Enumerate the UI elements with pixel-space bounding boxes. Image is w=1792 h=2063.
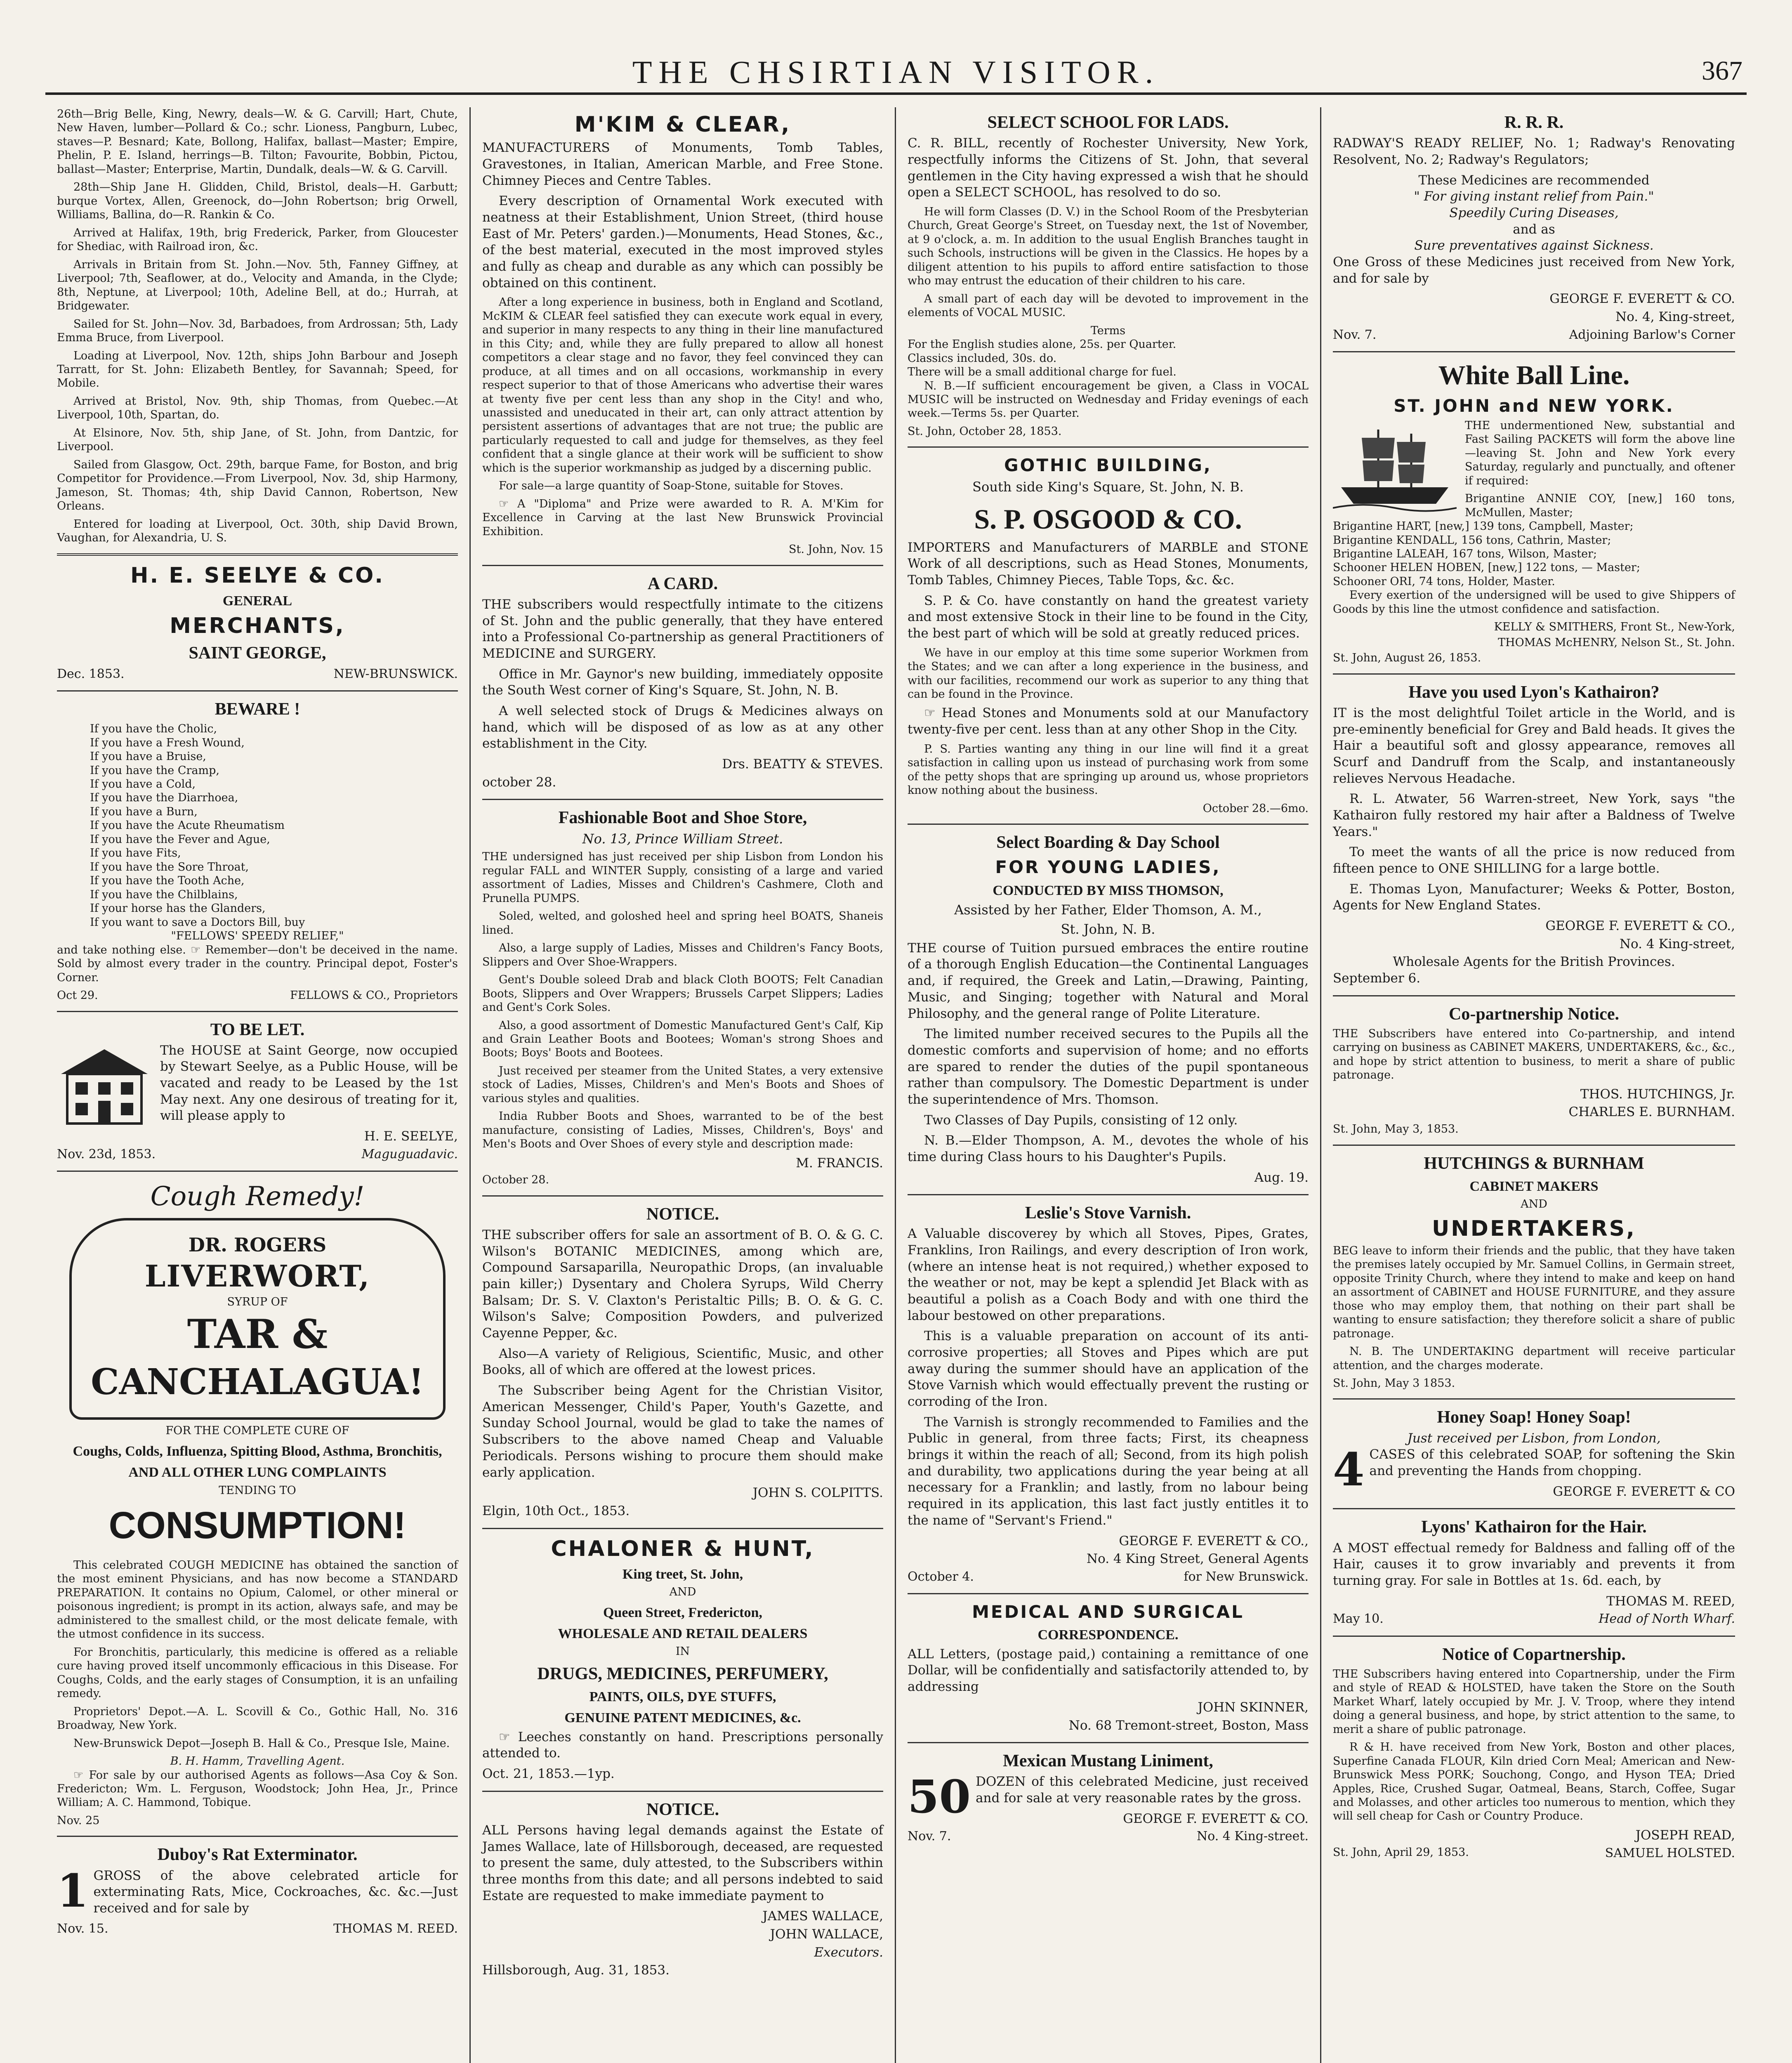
chaloner-addr: King treet, St. John, — [622, 1566, 743, 1582]
lyonshair-place: Head of North Wharf. — [1599, 1612, 1735, 1626]
notice2-sig: JAMES WALLACE, — [762, 1909, 883, 1924]
divider — [908, 1194, 1309, 1195]
divider — [482, 1528, 883, 1529]
honey-sig: GEORGE F. EVERETT & CO — [1553, 1484, 1735, 1499]
medical-title: CORRESPONDENCE. — [1037, 1627, 1179, 1643]
card-date: october 28. — [482, 774, 556, 790]
ladies-place: St. John, N. B. — [1061, 921, 1155, 937]
to-let-ad — [57, 1020, 458, 1163]
rrr-line: and as — [1513, 222, 1555, 237]
shipping-para: Arrived at Bristol, Nov. 9th, ship Thomas, from Quebec.—At Liverpool, 10th, Spartan, do. — [57, 394, 458, 422]
school-body: C. R. BILL, recently of Rochester University, New York, respectfully informs the Citizens of St. John, that several gentlemen in the City having expressed a wish that he should open a SELECT SCHOOL, has resolved to do so. — [908, 136, 1309, 200]
duboy-sig: THOMAS M. REED. — [333, 1921, 458, 1936]
divider — [482, 565, 883, 566]
shipping-para: Arrived at Halifax, 19th, brig Frederick, Parker, from Gloucester for Shediac, with Railroad iron, &c. — [57, 226, 458, 253]
white-ball-title: White Ball Line. — [1438, 360, 1630, 390]
school-term: There will be a small additional charge for fuel. — [908, 366, 1177, 379]
cough-for-cure: FOR THE COMPLETE CURE OF — [165, 1424, 349, 1437]
rrr-sig: Adjoining Barlow's Corner — [1569, 327, 1735, 342]
school-term: Classics included, 30s. do. — [908, 352, 1057, 365]
chaloner-and: AND — [669, 1586, 696, 1599]
chaloner-body: ☞ Leeches constantly on hand. Prescriptions personally attended to. — [482, 1729, 883, 1761]
to-let-place: Maguguadavic. — [361, 1147, 458, 1161]
copartnership-1-ad — [1333, 1005, 1735, 1136]
badge-syrup: SYRUP OF — [227, 1296, 288, 1309]
mustang-addr: No. 4 King-street. — [1196, 1829, 1309, 1844]
beware-date: Oct 29. — [57, 989, 98, 1002]
divider — [1333, 1145, 1735, 1146]
copart1-title: Co-partnership Notice. — [1449, 1004, 1619, 1024]
notice2-date: Hillsborough, Aug. 31, 1853. — [482, 1963, 670, 1978]
lyons-title: Have you used Lyon's Kathairon? — [1408, 682, 1660, 702]
list-item: Brigantine ANNIE COY, [new,] 160 tons, McMullen, Master; — [1465, 492, 1735, 519]
mustang-title: Mexican Mustang Liniment, — [1003, 1751, 1213, 1771]
card-title: A CARD. — [647, 574, 718, 593]
duboy-title: Duboy's Rat Exterminator. — [157, 1845, 358, 1865]
lyons-sig: No. 4 King-street, — [1619, 936, 1735, 951]
chaloner-goods: PAINTS, OILS, DYE STUFFS, — [589, 1689, 776, 1704]
school-ad — [908, 113, 1309, 438]
osgood-name: S. P. OSGOOD & CO. — [974, 503, 1242, 535]
copart2-sig: SAMUEL HOLSTED. — [1605, 1846, 1735, 1860]
cough-nb-depot: New-Brunswick Depot—Joseph B. Hall & Co., Presque Isle, Maine. — [73, 1737, 450, 1750]
white-ball-sub: ST. JOHN and NEW YORK. — [1394, 395, 1674, 416]
seelye-date: Dec. 1853. — [57, 666, 125, 681]
list-item: Brigantine KENDALL, 156 tons, Cathrin, Master; — [1333, 533, 1611, 547]
mustang-date: Nov. 7. — [908, 1829, 951, 1844]
chaloner-addr: Queen Street, Fredericton, — [603, 1605, 762, 1620]
osgood-date: October 28.—6mo. — [1203, 802, 1309, 815]
notice1-body: Also—A variety of Religious, Scientific, Music, and other Books, all of which are offered at the lowest prices. — [482, 1346, 883, 1378]
to-let-footer — [57, 1147, 458, 1162]
divider — [908, 824, 1309, 825]
medical-addr: No. 68 Tremont-street, Boston, Mass — [1068, 1718, 1309, 1733]
notice2-title: NOTICE. — [646, 1800, 719, 1819]
divider — [57, 690, 458, 692]
lyons-date: September 6. — [1333, 970, 1421, 986]
cough-agent: B. H. Hamm, Travelling Agent. — [170, 1755, 345, 1768]
boot-date: October 28. — [482, 1173, 549, 1187]
divider — [482, 1195, 883, 1197]
duboy-footer — [57, 1921, 458, 1937]
school-date: St. John, October 28, 1853. — [908, 425, 1062, 438]
cough-remedy-ad — [57, 1180, 458, 1550]
notice1-sig: JOHN S. COLPITTS. — [752, 1485, 883, 1501]
copart2-date: St. John, April 29, 1853. — [1333, 1846, 1469, 1859]
cough-bronchitis: For Bronchitis, particularly, this medicine is offered as a reliable cure having proved itself uncommonly efficacious in this Disease. For Coughs, Colds, and the early stages of Consumption, it is an unfailing remedy. — [57, 1645, 458, 1700]
badge-line: LIVERWORT, — [144, 1258, 370, 1294]
copart2-title: Notice of Copartnership. — [1442, 1645, 1626, 1664]
list-item: If you have the Cholic, — [90, 722, 217, 736]
badge-line: DR. ROGERS — [188, 1234, 327, 1256]
badge-line: CANCHALAGUA! — [91, 1361, 424, 1403]
shipping-para: Entered for loading at Liverpool, Oct. 30th, ship David Brown, Vaughan, for Alexandria, U. S. — [57, 517, 458, 545]
notice2-ad — [482, 1800, 883, 1979]
cough-badge — [69, 1218, 446, 1420]
ladies-assist: Assisted by her Father, Elder Thomson, A. M., — [954, 902, 1262, 918]
copart2-sig: JOSEPH READ, — [1635, 1827, 1735, 1843]
divider — [1333, 1398, 1735, 1400]
masthead — [45, 50, 1747, 95]
shipping-para: 28th—Ship Jane H. Glidden, Child, Bristol, deals—H. Garbutt; burque Vortex, Allen, Greenock, do—John Robertson; brig Orwell, Williams, Ballina, do—R. Rankin & Co. — [57, 181, 458, 222]
beware-product: "FELLOWS' SPEEDY RELIEF," — [171, 930, 344, 943]
copart2-footer — [1333, 1846, 1735, 1861]
white-ball-sig: THOMAS McHENRY, Nelson St., St. John. — [1498, 636, 1735, 649]
rrr-ad — [1333, 113, 1735, 343]
chaloner-goods: DRUGS, MEDICINES, PERFUMERY, — [537, 1664, 828, 1683]
ladies-title: FOR YOUNG LADIES, — [995, 857, 1221, 878]
mckim-date: St. John, Nov. 15 — [789, 543, 883, 556]
osgood-body: IMPORTERS and Manufacturers of MARBLE and STONE Work of all descriptions, such as Head Stones, Monuments, Tomb Tables, Chimney Pieces, Table Tops, &c. &c. — [908, 540, 1309, 588]
hutchings-title: HUTCHINGS & BURNHAM — [1424, 1154, 1644, 1173]
divider — [1333, 1508, 1735, 1509]
mustang-body: DOZEN of this celebrated Medicine, just received and for sale at very reasonable rates by the gross. — [976, 1774, 1309, 1806]
list-item: Schooner ORI, 74 tons, Holder, Master. — [1333, 575, 1555, 588]
hutchings-ad — [1333, 1154, 1735, 1390]
rrr-line: These Medicines are recommended — [1418, 172, 1650, 188]
badge-line: TAR & — [187, 1310, 328, 1357]
seelye-merchants: MERCHANTS, — [170, 614, 345, 639]
shipping-para: Loading at Liverpool, Nov. 12th, ships John Barbour and Joseph Tarratt, for St. John: Elizabeth Bentley, for Savannah; Speed, for Mobile. — [57, 349, 458, 390]
leslie-sig: for New Brunswick. — [1184, 1569, 1309, 1584]
copart2-body: THE Subscribers having entered into Copartnership, under the Firm and style of READ & HOLSTED, have taken the Store on the South Market Wharf, lately occupied by Mr. J. V. Troop, where they intend doing a general business, and hope, by strict attention to the same, to merit a share of public patronage. — [1333, 1667, 1735, 1736]
boot-body: Also, a good assortment of Domestic Manufactured Gent's Calf, Kip and Grain Leather Boots and Bootees; Woman's strong Shoes and Boots; Boys' Boots and Bootees. — [482, 1019, 883, 1060]
seelye-general: GENERAL — [222, 593, 292, 609]
card-body: THE subscribers would respectfully intimate to the citizens of St. John and the public generally, that they have entered into a Professional Co-partnership as general Practitioners of MEDICINE and SURGERY. — [482, 597, 883, 661]
copart1-sig: THOS. HUTCHINGS, Jr. — [1580, 1086, 1735, 1102]
boot-ad — [482, 808, 883, 1187]
school-title: SELECT SCHOOL FOR LADS. — [987, 113, 1229, 132]
ladies-body: The limited number received secures to the Pupils all the domestic comforts and supervision of home; and no efforts are spared to render the duties of the pupil spontaneous rather than compulsory. The Domestic Department is under the superintendence of Mrs. Thomson. — [908, 1027, 1309, 1107]
seelye-place: SAINT GEORGE, — [189, 644, 326, 663]
divider — [908, 1593, 1309, 1594]
column-3 — [896, 107, 1321, 2063]
honey-cap: 4 — [1333, 1443, 1365, 1497]
osgood-body: ☞ Head Stones and Monuments sold at our Manufactory twenty-five per cent. less than at any other Shop in the City. — [908, 706, 1309, 737]
divider — [482, 799, 883, 800]
duboy-cap: 1 — [57, 1864, 89, 1917]
ladies-school-ad — [908, 833, 1309, 1186]
osgood-ad — [908, 456, 1309, 815]
copart1-body: THE Subscribers have entered into Co-partnership, and intend carrying on business as CABINET MAKERS, UNDERTAKERS, &c., &c., and hope by strict attention to business, to merit a share of public patronage. — [1333, 1027, 1735, 1082]
school-term: For the English studies alone, 25s. per Quarter. — [908, 338, 1177, 351]
to-let-body: The HOUSE at Saint George, now occupied by Stewart Seelye, as a Public House, will be vacated and ready to be Leased by the 1st May next. Any one desirous of treating for it, will please apply to — [160, 1043, 458, 1124]
chaloner-goods: GENUINE PATENT MEDICINES, &c. — [564, 1710, 801, 1726]
lyonshair-body: A MOST effectual remedy for Baldness and falling off of the Hair, causes it to grow invariably and prevents it from turning gray. For sale in Bottles at 1s. 6d. each, by — [1333, 1540, 1735, 1588]
shipping-para: 26th—Brig Belle, King, Newry, deals—W. & G. Carvill; Hart, Chute, New Haven, lumber—Pollard & Co.; schr. Lioness, Pangburn, Lubec, staves—P. Besnard; Kate, Bollong, Halifax, ballast—Master; Empire, Phelin, P. E. Island, herrings—B. Tilton; Favourite, Bobbin, Pictou, ballast—Master; Enterprise, Martin, Dundalk, deals—W. & G. Carvill. — [57, 108, 458, 176]
divider — [482, 1791, 883, 1792]
list-item: If you have a Fresh Wound, — [90, 736, 245, 749]
osgood-gothic: GOTHIC BUILDING, — [1004, 455, 1212, 476]
mustang-sig: GEORGE F. EVERETT & CO. — [1123, 1811, 1309, 1826]
school-body: He will form Classes (D. V.) in the School Room of the Presbyterian Church, Great George's Street, on Tuesday next, the 1st of November, at 9 o'clock, a. m. In addition to the usual English Branches taught in such Schools, instructions will be given in the Classics. He hopes by a diligent attention to his pupils to afford entire satisfaction to those who may entrust the education of their children to his care. — [908, 205, 1309, 288]
columns — [45, 107, 1747, 2063]
cough-script-title: Cough Remedy! — [150, 1181, 365, 1212]
ladies-nb: N. B.—Elder Thompson, A. M., devotes the whole of his time during Class hours to his Daughter's Pupils. — [908, 1133, 1309, 1164]
cough-proprietors: Proprietors' Depot.—A. L. Scovill & Co., Gothic Hall, No. 316 Broadway, New York. — [57, 1705, 458, 1732]
white-ball-date: St. John, August 26, 1853. — [1333, 651, 1481, 665]
notice1-ad — [482, 1205, 883, 1520]
list-item: If you have the Acute Rheumatism — [90, 819, 285, 832]
lyons-body: E. Thomas Lyon, Manufacturer; Weeks & Potter, Boston, Agents for New England States. — [1333, 881, 1735, 913]
cough-and-lung: AND ALL OTHER LUNG COMPLAINTS — [128, 1465, 387, 1480]
mckim-title: M'KIM & CLEAR, — [574, 112, 791, 137]
notice1-title: NOTICE. — [646, 1204, 719, 1224]
list-item: If you have the Chilblains, — [90, 888, 238, 901]
white-ball-body: THE undermentioned New, substantial and Fast Sailing PACKETS will form the above line—leaving St. John and New York every Saturday, regularly and punctually, and oftener if required: — [1465, 419, 1735, 487]
lyonshair-title: Lyons' Kathairon for the Hair. — [1421, 1518, 1647, 1537]
lyons-hair-ad — [1333, 1518, 1735, 1627]
duboy-date: Nov. 15. — [57, 1921, 108, 1936]
mckim-body: MANUFACTURERS of Monuments, Tomb Tables, Gravestones, in Italian, American Marble, and Free Stone. Chimney Pieces and Centre Tables. — [482, 140, 883, 188]
leslie-ad — [908, 1204, 1309, 1585]
duboy-body: GROSS of the above celebrated article for exterminating Rats, Mice, Cockroaches, &c. &c.—Just received and for sale by — [93, 1868, 458, 1916]
osgood-body: P. S. Parties wanting any thing in our line will find it a great satisfaction in calling upon us instead of purchasing work from some of the petty shops that are springing up around us, whose proprietors know nothing about the business. — [908, 742, 1309, 797]
cough-ailments: Coughs, Colds, Influenza, Spitting Blood, Asthma, Bronchitis, — [73, 1443, 442, 1459]
school-terms: Terms — [1090, 324, 1126, 337]
beware-sig: FELLOWS & CO., Proprietors — [290, 989, 458, 1002]
beware-footer — [57, 989, 458, 1002]
column-4 — [1321, 107, 1747, 2063]
mckim-ad — [482, 113, 883, 557]
copart1-date: St. John, May 3, 1853. — [1333, 1123, 1459, 1136]
divider — [1333, 995, 1735, 996]
ladies-body: THE course of Tuition pursued embraces the entire routine of a thorough English Education—the Continental Languages and, if required, the Greek and Latin,—Drawing, Painting, Music, and Singing; together with Natural and Moral Philosophy, and the general range of Polite Literature. — [908, 940, 1309, 1021]
divider — [908, 446, 1309, 448]
rrr-line: " For giving instant relief from Pain." — [1414, 189, 1654, 204]
rrr-line: Sure preventatives against Sickness. — [1414, 238, 1654, 253]
rrr-footer — [1333, 327, 1735, 343]
ladies-body: Two Classes of Day Pupils, consisting of 12 only. — [924, 1112, 1238, 1128]
seelye-footer — [57, 666, 458, 682]
shipping-para: Arrivals in Britain from St. John.—Nov. 5th, Fanney Giffney, at Liverpool; 7th, Seaflower, at do., Velocity and Amanda, in the Clyde; 8th, Neptune, at Liverpool; 10th, Adeline Bell, at do.; Hurrah, at Bridgewater. — [57, 258, 458, 313]
medical-body: ALL Letters, (postage paid,) containing a remittance of one Dollar, will be confidentially and satisfactorily attended to, by addressing — [908, 1646, 1309, 1695]
mustang-footer — [908, 1829, 1309, 1844]
list-item: Brigantine HART, [new,] 139 tons, Campbell, Master; — [1333, 520, 1634, 533]
cough-tending: TENDING TO — [219, 1484, 296, 1497]
osgood-body: We have in our employ at this time some superior Workmen from the States; and we can after a long experience in the business, and with our facilities, recommend our work as superior to any thing that can be found in the Province. — [908, 646, 1309, 701]
boot-body: Gent's Double soleed Drab and black Cloth BOOTS; Felt Canadian Boots, Slippers and Over Wrappers; Brussels Carpet Slippers; Ladies and Gent's Cork Soles. — [482, 973, 883, 1014]
rrr-body: RADWAY'S READY RELIEF, No. 1; Radway's Renovating Resolvent, No. 2; Radway's Regulators; — [1333, 136, 1735, 167]
to-let-sig: H. E. SEELYE, — [364, 1129, 458, 1144]
notice1-date: Elgin, 10th Oct., 1853. — [482, 1503, 630, 1518]
hutchings-date: St. John, May 3 1853. — [1333, 1376, 1455, 1390]
mckim-body: For sale—a large quantity of Soap-Stone, suitable for Stoves. — [499, 479, 844, 493]
divider — [57, 1836, 458, 1837]
rrr-line: Speedily Curing Diseases, — [1449, 205, 1619, 220]
leslie-body: A Valuable discoverey by which all Stoves, Pipes, Grates, Franklins, Iron Railings, and every description of Iron work, (where an intense heat is not required,) whether exposed to the weather or not, may be kept a splendid Jet Black with as beautiful a polish as a Coach Body and with one third the labour bestowed on other preparations. — [908, 1226, 1309, 1323]
hutchings-body: N. B. The UNDERTAKING department will receive particular attention, and the charges moderate. — [1333, 1345, 1735, 1372]
copart1-sig: CHARLES E. BURNHAM. — [1568, 1105, 1735, 1120]
divider — [1333, 673, 1735, 675]
lyonshair-date: May 10. — [1333, 1612, 1384, 1626]
divider — [57, 553, 458, 556]
school-nb: N. B.—If sufficient encouragement be given, a Class in VOCAL MUSIC will be instructed on Wednesday and Friday evenings of each week.—Terms 5s. per Quarter. — [908, 379, 1309, 420]
cough-sale: ☞ For sale by our authorised Agents as follows—Asa Coy & Son. Fredericton; Wm. L. Ferguson, Woodstock; John Hea, Jr., Prince William; A. C. Hammond, Tobique. — [57, 1768, 458, 1809]
honey-body: Just received per Lisbon, from London, — [1407, 1430, 1661, 1446]
boot-title: Fashionable Boot and Shoe Store, — [558, 808, 807, 828]
rrr-date: Nov. 7. — [1333, 327, 1377, 342]
divider — [57, 1011, 458, 1012]
chaloner-wholesale: WHOLESALE AND RETAIL DEALERS — [558, 1626, 808, 1641]
chaloner-in: IN — [675, 1645, 690, 1658]
cough-consumption: CONSUMPTION! — [108, 1504, 406, 1547]
card-ad — [482, 574, 883, 791]
list-item: If you have the Sore Throat, — [90, 860, 249, 873]
shipping-news — [57, 107, 458, 545]
mckim-body: Every description of Ornamental Work executed with neatness at their Establishment, Union Street, (third house East of Mr. Peters' garden.)—Monuments, Head Stones, &c., of the best material, executed in the most improved styles and fully as cheap and durable as any which can possibly be obtained on this continent. — [482, 194, 883, 290]
shipping-para: Sailed from Glasgow, Oct. 29th, barque Fame, for Boston, and brig Competitor for Providence.—From Liverpool, Nov. 3d, ship Harmony, Jameson, St. Thomas; 4th, ship David Cannon, Robertson, New Orleans. — [57, 458, 458, 513]
medical-ad — [908, 1603, 1309, 1734]
notice1-body: The Subscriber being Agent for the Christian Visitor, American Messenger, Child's Paper, Youth's Gazette, and Sunday School Journal, would be glad to take the names of Subscribers to the above named Cheap and Valuable Periodicals. Persons wishing to procure them should make early application. — [482, 1383, 883, 1480]
seelye-name: H. E. SEELYE & CO. — [130, 563, 384, 588]
list-item: If you have the Cramp, — [90, 764, 219, 777]
list-item: If you have a Cold, — [90, 778, 196, 791]
ladies-cond: CONDUCTED BY MISS THOMSON, — [993, 883, 1224, 898]
hutchings-und: UNDERTAKERS, — [1432, 1216, 1636, 1241]
seelye-ad — [57, 564, 458, 682]
lyonshair-sig: THOMAS M. REED, — [1606, 1593, 1735, 1609]
school-body: A small part of each day will be devoted to improvement in the elements of VOCAL MUSIC. — [908, 292, 1309, 319]
rrr-title: R. R. R. — [1504, 113, 1564, 132]
lyons-ad — [1333, 683, 1735, 987]
copartnership-2-ad — [1333, 1645, 1735, 1861]
boot-body: Soled, welted, and goloshed heel and spring heel BOATS, Shaneis lined. — [482, 910, 883, 937]
newspaper-title: THE CHSIRTIAN VISITOR. — [632, 54, 1160, 90]
lyons-body: IT is the most delightful Toilet article in the World, and is pre-eminently beneficial for Grey and Bald heads. It gives the Hair a beautiful soft and glossy appearance, removes all Scurf and Dandruff from the Scalp, and instantaneously relieves Nervous Headache. — [1333, 705, 1735, 786]
lyons-body: R. L. Atwater, 56 Warren-street, New York, says "the Kathairon fully restored my hair after a Baldness of Twelve Years." — [1333, 791, 1735, 839]
card-body: Office in Mr. Gaynor's new building, immediately opposite the South West corner of King's Square, St. John, N. B. — [482, 666, 883, 698]
shipping-para: Sailed for St. John—Nov. 3d, Barbadoes, from Ardrossan; 5th, Lady Emma Bruce, from Liverpool. — [57, 317, 458, 345]
beware-ad — [57, 700, 458, 1003]
leslie-sig: No. 4 King Street, General Agents — [1086, 1551, 1309, 1567]
boot-sig: M. FRANCIS. — [796, 1155, 883, 1171]
divider — [1333, 1636, 1735, 1637]
list-item: Brigantine LALEAH, 167 tons, Wilson, Master; — [1333, 547, 1597, 560]
leslie-date: October 4. — [908, 1569, 974, 1584]
medical-sig: JOHN SKINNER, — [1198, 1699, 1309, 1715]
boot-sub: No. 13, Prince William Street. — [582, 831, 783, 847]
white-ball-sig: KELLY & SMITHERS, Front St., New-York, — [1494, 621, 1735, 634]
column-2 — [471, 107, 896, 2063]
boot-body: Also, a large supply of Ladies, Misses and Children's Fancy Boots, Slippers and Over Shoe-Wrappers. — [482, 942, 883, 968]
lyons-wholesale: Wholesale Agents for the British Provinces. — [1393, 954, 1675, 970]
duboy-ad — [57, 1845, 458, 1937]
card-body: A well selected stock of Drugs & Medicines always on hand, which will be disposed of as low as at any other establishment in the City. — [482, 703, 883, 751]
boot-body: India Rubber Boots and Shoes, warranted to be of the best manufacture, consisting of Ladies, Misses, Children's, Boys' and Men's Boots and Over Shoes of every style and description made: — [482, 1110, 883, 1151]
lyons-sig: GEORGE F. EVERETT & CO., — [1545, 918, 1735, 933]
leslie-title: Leslie's Stove Varnish. — [1025, 1204, 1191, 1223]
mckim-body: ☞ A "Diploma" and Prize were awarded to R. A. M'Kim for Excellence in Carving at the last New Brunswick Provincial Exhibition. — [482, 497, 883, 538]
leslie-footer — [908, 1569, 1309, 1585]
ladies-title: Select Boarding & Day School — [996, 833, 1220, 852]
mustang-cap: 50 — [908, 1770, 971, 1824]
list-item: If you want to save a Doctors Bill, buy — [90, 916, 305, 929]
ship-icon — [1333, 421, 1457, 512]
card-sig: Drs. BEATTY & STEVES. — [722, 756, 883, 772]
notice1-body: THE subscriber offers for sale an assortment of B. O. & G. C. Wilson's BOTANIC MEDICINES, among which are, Compound Sarsaparilla, Neuropathic Drops, (an invaluable pain killer;) Dysentary and Cholera Syrups, Wild Cherry Balsam; Dr. S. V. Claxton's Peristaltic Pills; B. O. & G. C. Wilson's Salve; Composition Powders, and pulverized Cayenne Pepper, &c. — [482, 1227, 883, 1341]
boot-body: Just received per steamer from the United States, a very extensive stock of Ladies, Misses, Children's and Men's Boots and Shoes of various styles and qualities. — [482, 1064, 883, 1105]
list-item: If you have the Tooth Ache, — [90, 874, 245, 888]
lyonshair-footer — [1333, 1611, 1735, 1627]
white-ball-ad — [1333, 361, 1735, 665]
chaloner-ad — [482, 1537, 883, 1782]
medical-title: MEDICAL AND SURGICAL — [972, 1602, 1244, 1622]
beware-tail: and take nothing else. ☞ Remember—don't be deceived in the name. Sold by almost every trader in the country. Principal depot, Foster's Corner. — [57, 943, 458, 984]
list-item: If you have the Fever and Ague, — [90, 833, 270, 846]
divider — [57, 1171, 458, 1172]
leslie-body: This is a valuable preparation on account of its anti-corrosive properties; all Stoves and Pipes which are put away during the summer should have an application of the Stove Varnish which would effectually prevent the rusting or corroding of the Iron. — [908, 1329, 1309, 1409]
leslie-sig: GEORGE F. EVERETT & CO., — [1119, 1533, 1309, 1548]
seelye-province: NEW-BRUNSWICK. — [333, 666, 458, 681]
chaloner-title: CHALONER & HUNT, — [551, 1536, 815, 1561]
copart2-body: R & H. have received from New York, Boston and other places, Superfine Canada FLOUR, Kiln dried Corn Meal; American and New-Brunswick Mess PORK; Souchong, Congo, and Hyson TEA; Dried Apples, Rice, Crushed Sugar, Oatmeal, Beans, Starch, Coffee, Sugar and Molasses, and other articles too numerous to mention, which they will sell cheap for Cash or Country Produce. — [1333, 1741, 1735, 1823]
list-item: Schooner HELEN HOBEN, [new,] 122 tons, — Master; — [1333, 561, 1640, 574]
ladies-date: Aug. 19. — [1254, 1170, 1309, 1185]
honey-title: Honey Soap! Honey Soap! — [1437, 1408, 1631, 1427]
divider — [1333, 351, 1735, 352]
list-item: If you have the Diarrhoea, — [90, 791, 238, 805]
osgood-addr: South side King's Square, St. John, N. B. — [972, 479, 1244, 495]
boot-body: THE undersigned has just received per ship Lisbon from London his regular FALL and WINTER Supply, consisting of a large and varied assortment of Ladies, Misses and Children's Cashmere, Cloth and Prunella PUMPS. — [482, 850, 883, 905]
honey-soap-ad — [1333, 1408, 1735, 1500]
beware-title: BEWARE ! — [215, 699, 300, 719]
rrr-sig: GEORGE F. EVERETT & CO. — [1549, 291, 1735, 307]
hutchings-and: AND — [1521, 1198, 1547, 1211]
hutchings-body: BEG leave to inform their friends and the public, that they have taken the premises lately occupied by Mr. Samuel Collins, in Germain street, opposite Trinity Church, where they intend to make and keep on hand an assortment of CABINET and HOUSE FURNITURE, and they assure those who may employ them, that nothing on their part shall be wanting to ensure satisfaction; they therefore solicit a share of public patronage. — [1333, 1244, 1735, 1340]
divider — [908, 1742, 1309, 1743]
house-icon — [57, 1045, 152, 1128]
list-item: If you have a Burn, — [90, 805, 198, 818]
hutchings-sub: CABINET MAKERS — [1469, 1178, 1599, 1194]
rrr-body: One Gross of these Medicines just received from New York, and for sale by — [1333, 254, 1735, 286]
mckim-body: After a long experience in business, both in England and Scotland, McKIM & CLEAR feel satisfied they can execute work equal in every, and superior in many respects to any thing in their line manufactured in this City; and, while they are fully prepared to allow all honest competitors a clear stage and no favor, they feel convinced they can produce, at all times and on all occasions, workmanship in every respect superior to that of those Americans who advertise their wares at twenty five per cent less than any shop in the City! and who, unassisted and uneducated in their art, can only attract attention by persistent assertions of advantages that are not true; the public are particularly requested to call and judge for themselves, as they feel confident that a single glance at their work will be sufficient to show which is the superior workmanship as judged by a discerning public. — [482, 296, 883, 474]
to-let-title: TO BE LET. — [210, 1020, 305, 1039]
osgood-body: S. P. & Co. have constantly on hand the greatest variety and most extensive Stock in their line to be found in the City, the best part of which will be sold at greatly reduced prices. — [908, 593, 1309, 641]
notice2-sig: JOHN WALLACE, — [770, 1927, 883, 1942]
cough-date: Nov. 25 — [57, 1814, 100, 1827]
notice2-body: ALL Persons having legal demands against the Estate of James Wallace, late of Hillsborough, deceased, are requested to present the same, duly attested, to the Subscribers within three months from this date; and all persons indebted to said Estate are requested to make immediate payment to — [482, 1822, 883, 1903]
list-item: If your horse has the Glanders, — [90, 902, 266, 915]
notice2-executors: Executors. — [814, 1945, 883, 1960]
to-let-date: Nov. 23d, 1853. — [57, 1147, 156, 1161]
lyons-body: To meet the wants of all the price is now reduced from fifteen pence to ONE SHILLING for a large bottle. — [1333, 845, 1735, 876]
honey-body: CASES of this celebrated SOAP, for softening the Skin and preventing the Hands from chopping. — [1369, 1447, 1735, 1478]
list-item: If you have Fits, — [90, 847, 181, 860]
list-item: If you have a Bruise, — [90, 750, 206, 763]
column-1 — [45, 107, 471, 2063]
white-ball-body: Every exertion of the undersigned will be used to give Shippers of Goods by this line the utmost confidence and satisfaction. — [1333, 589, 1735, 616]
leslie-body: The Varnish is strongly recommended to Families and the Public in general, from three facts; First, its cheapness brings it within the reach of all; Second, from its high polish and durability, two applications during the year being at all necessary for a Franklin; and lastly, from no labour being required in its application, this last fact justly entitles it to the name of "Servant's Friend." — [908, 1414, 1309, 1528]
beware-list — [57, 722, 458, 929]
cough-body: This celebrated COUGH MEDICINE has obtained the sanction of the most eminent Physicians, and has now become a STANDARD PREPARATION. It contains no Opium, Calomel, or other mineral or poisonous ingredient; is prompt in its action, always safe, and may be administered to the smallest child, or the most delicate female, with the utmost confidence in its success. — [57, 1558, 458, 1641]
page-number: 367 — [1702, 56, 1742, 86]
chaloner-date: Oct. 21, 1853.—1yp. — [482, 1766, 615, 1782]
shipping-para: At Elsinore, Nov. 5th, ship Jane, of St. John, from Dantzic, for Liverpool. — [57, 426, 458, 453]
mustang-ad — [908, 1751, 1309, 1845]
rrr-sig: No. 4, King-street, — [1615, 309, 1735, 324]
